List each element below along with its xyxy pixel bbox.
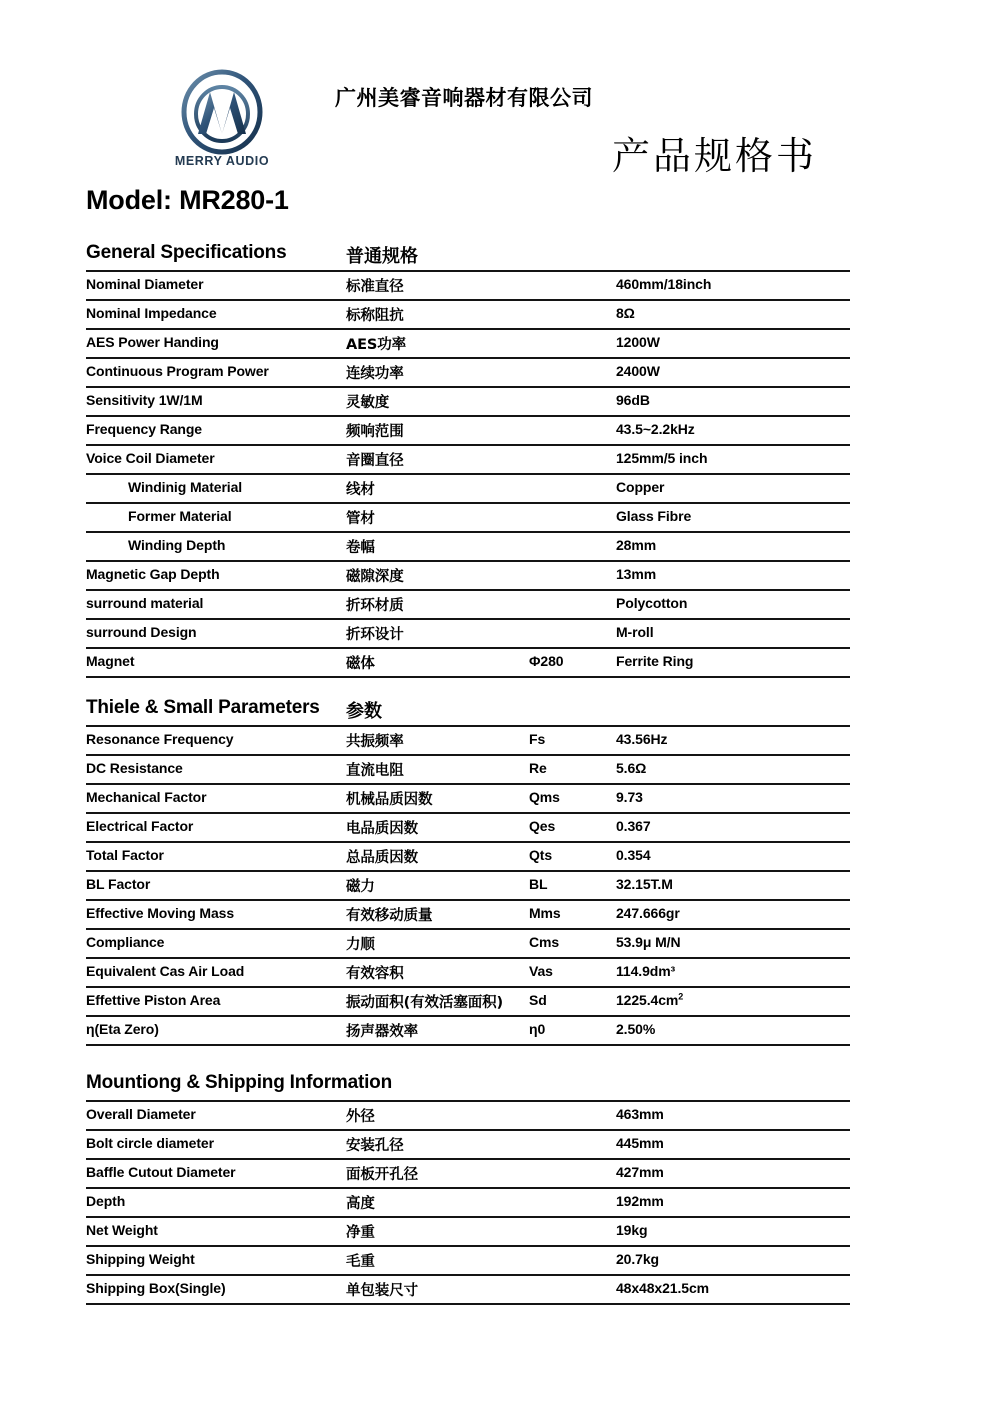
spec-label-cn: 标准直径 bbox=[346, 279, 404, 295]
spec-label-en: Nominal Diameter bbox=[86, 276, 204, 292]
spec-row bbox=[86, 1218, 850, 1247]
spec-label-en: Net Weight bbox=[86, 1222, 158, 1238]
section-heading-cn: 普通规格 bbox=[346, 246, 418, 267]
spec-symbol: Vas bbox=[529, 963, 553, 979]
spec-label-en: Continuous Program Power bbox=[86, 363, 269, 379]
spec-value: 5.6Ω bbox=[616, 760, 647, 776]
spec-value: 2.50% bbox=[616, 1021, 656, 1037]
spec-label-en: surround material bbox=[86, 595, 204, 611]
spec-label-en: Magnet bbox=[86, 653, 135, 669]
spec-label-cn: 净重 bbox=[346, 1225, 375, 1241]
spec-label-cn: 力顺 bbox=[346, 937, 375, 953]
spec-label-en: Effective Moving Mass bbox=[86, 905, 235, 921]
spec-value: Ferrite Ring bbox=[616, 653, 694, 669]
spec-value: 0.354 bbox=[616, 847, 651, 863]
spec-row bbox=[86, 533, 850, 562]
spec-value-text: 1225.4cm bbox=[616, 992, 679, 1008]
spec-row bbox=[86, 785, 850, 814]
spec-symbol: Qts bbox=[529, 847, 553, 863]
spec-label-en: Bolt circle diameter bbox=[86, 1135, 214, 1151]
spec-label-cn: 电品质因数 bbox=[346, 821, 418, 837]
spec-label-en: Compliance bbox=[86, 934, 165, 950]
spec-label-cn: 面板开孔径 bbox=[346, 1167, 418, 1183]
spec-row bbox=[86, 1189, 850, 1218]
spec-symbol: Sd bbox=[529, 992, 547, 1008]
spec-label-cn: 毛重 bbox=[346, 1254, 375, 1270]
spec-label-en: Winding Depth bbox=[128, 537, 226, 553]
logo-wordmark: MERRY AUDIO bbox=[174, 154, 270, 168]
spec-row bbox=[86, 872, 850, 901]
spec-symbol: Cms bbox=[529, 934, 560, 950]
spec-symbol: Fs bbox=[529, 731, 546, 747]
spec-label-en: Shipping Weight bbox=[86, 1251, 195, 1267]
logo-icon bbox=[168, 68, 276, 176]
spec-value: 13mm bbox=[616, 566, 657, 582]
section-thiele-small-parameters bbox=[86, 697, 850, 1046]
section-heading bbox=[86, 697, 850, 725]
spec-label-cn: 管材 bbox=[346, 511, 375, 527]
spec-symbol: Re bbox=[529, 760, 547, 776]
spec-row bbox=[86, 388, 850, 417]
spec-row bbox=[86, 446, 850, 475]
spec-label-en: Electrical Factor bbox=[86, 818, 194, 834]
section-heading bbox=[86, 1072, 850, 1100]
spec-value: 125mm/5 inch bbox=[616, 450, 708, 466]
spec-row bbox=[86, 475, 850, 504]
spec-label-cn: 高度 bbox=[346, 1196, 375, 1212]
spec-value: 427mm bbox=[616, 1164, 664, 1180]
spec-row bbox=[86, 504, 850, 533]
spec-row bbox=[86, 359, 850, 388]
spec-value: Copper bbox=[616, 479, 665, 495]
spec-value-superscript: 2 bbox=[678, 991, 684, 1002]
spec-label-cn: 共振频率 bbox=[346, 734, 404, 750]
spec-value: 445mm bbox=[616, 1135, 664, 1151]
spec-row bbox=[86, 988, 850, 1017]
spec-row bbox=[86, 272, 850, 301]
spec-symbol: Φ280 bbox=[529, 653, 564, 669]
section-heading-en: General Specifications bbox=[86, 242, 287, 263]
spec-label-cn: 频响范围 bbox=[346, 424, 404, 440]
spec-label-en: Resonance Frequency bbox=[86, 731, 234, 747]
spec-value: 247.666gr bbox=[616, 905, 680, 921]
spec-value: 28mm bbox=[616, 537, 657, 553]
spec-row bbox=[86, 562, 850, 591]
spec-value: 48x48x21.5cm bbox=[616, 1280, 709, 1296]
section-heading-cn: 参数 bbox=[346, 701, 382, 722]
spec-label-cn: 磁体 bbox=[346, 656, 375, 672]
section-general-specifications bbox=[86, 242, 850, 678]
company-name: 广州美睿音响器材有限公司 bbox=[335, 86, 593, 110]
spec-row bbox=[86, 727, 850, 756]
spec-label-en: Effettive Piston Area bbox=[86, 992, 221, 1008]
section-mounting-shipping-information bbox=[86, 1072, 850, 1305]
spec-row bbox=[86, 330, 850, 359]
spec-row bbox=[86, 814, 850, 843]
spec-label-en: Depth bbox=[86, 1193, 126, 1209]
spec-value bbox=[616, 992, 683, 1008]
spec-label-cn: 直流电阻 bbox=[346, 763, 404, 779]
spec-label-en: Mechanical Factor bbox=[86, 789, 207, 805]
spec-label-en: DC Resistance bbox=[86, 760, 183, 776]
spec-row bbox=[86, 1017, 850, 1046]
spec-value: 0.367 bbox=[616, 818, 651, 834]
spec-label-cn: 单包装尺寸 bbox=[346, 1283, 418, 1299]
spec-label-cn: 外径 bbox=[346, 1109, 375, 1125]
spec-value: 9.73 bbox=[616, 789, 643, 805]
spec-label-cn: 灵敏度 bbox=[346, 395, 390, 411]
spec-label-cn: 机械品质因数 bbox=[346, 792, 433, 808]
spec-symbol: Mms bbox=[529, 905, 561, 921]
spec-value: M-roll bbox=[616, 624, 654, 640]
section-heading-en: Thiele & Small Parameters bbox=[86, 697, 320, 718]
spec-label-en: Nominal Impedance bbox=[86, 305, 217, 321]
spec-label-cn: 总品质因数 bbox=[346, 850, 418, 866]
spec-value: 8Ω bbox=[616, 305, 635, 321]
spec-value: 460mm/18inch bbox=[616, 276, 712, 292]
spec-row bbox=[86, 1247, 850, 1276]
spec-value: 32.15T.M bbox=[616, 876, 673, 892]
spec-value: Polycotton bbox=[616, 595, 688, 611]
spec-label-cn: 磁隙深度 bbox=[346, 569, 404, 585]
spec-row bbox=[86, 301, 850, 330]
spec-value: 43.56Hz bbox=[616, 731, 668, 747]
spec-row bbox=[86, 959, 850, 988]
spec-label-en: Baffle Cutout Diameter bbox=[86, 1164, 236, 1180]
spec-value: 43.5~2.2kHz bbox=[616, 421, 695, 437]
spec-row bbox=[86, 649, 850, 678]
spec-row bbox=[86, 1131, 850, 1160]
spec-value: 96dB bbox=[616, 392, 650, 408]
spec-label-cn: 折环设计 bbox=[346, 627, 404, 643]
spec-row bbox=[86, 591, 850, 620]
spec-row bbox=[86, 843, 850, 872]
spec-label-en: Voice Coil Diameter bbox=[86, 450, 215, 466]
spec-value: 2400W bbox=[616, 363, 660, 379]
spec-value: 53.9μ M/N bbox=[616, 934, 681, 950]
spec-symbol: Qes bbox=[529, 818, 556, 834]
spec-label-en: Total Factor bbox=[86, 847, 164, 863]
spec-row bbox=[86, 901, 850, 930]
spec-label-cn: 有效移动质量 bbox=[346, 908, 433, 924]
spec-row bbox=[86, 417, 850, 446]
spec-value: 1200W bbox=[616, 334, 660, 350]
spec-label-cn: AES功率 bbox=[346, 337, 407, 353]
spec-symbol: η0 bbox=[529, 1021, 546, 1037]
spec-label-en: AES Power Handing bbox=[86, 334, 219, 350]
spec-value: 114.9dm³ bbox=[616, 963, 676, 979]
spec-label-en: Sensitivity 1W/1M bbox=[86, 392, 203, 408]
spec-symbol: Qms bbox=[529, 789, 560, 805]
spec-value: 19kg bbox=[616, 1222, 648, 1238]
spec-label-cn: 标称阻抗 bbox=[346, 308, 404, 324]
spec-label-en: Overall Diameter bbox=[86, 1106, 196, 1122]
spec-row bbox=[86, 1160, 850, 1189]
spec-label-cn: 折环材质 bbox=[346, 598, 404, 614]
document-title: 产品规格书 bbox=[612, 134, 818, 178]
model-label: Model: MR280-1 bbox=[86, 185, 289, 215]
section-heading-en: Mountiong & Shipping Information bbox=[86, 1072, 392, 1093]
document-header bbox=[0, 0, 1000, 215]
section-heading bbox=[86, 242, 850, 270]
spec-label-cn: 磁力 bbox=[346, 879, 375, 895]
spec-row bbox=[86, 1102, 850, 1131]
spec-value: 463mm bbox=[616, 1106, 664, 1122]
spec-label-cn: 连续功率 bbox=[346, 366, 404, 382]
spec-label-en: Former Material bbox=[128, 508, 232, 524]
spec-value: Glass Fibre bbox=[616, 508, 692, 524]
spec-row bbox=[86, 930, 850, 959]
spec-label-en: BL Factor bbox=[86, 876, 151, 892]
merry-audio-logo bbox=[168, 68, 276, 176]
spec-label-en: Equivalent Cas Air Load bbox=[86, 963, 245, 979]
spec-label-cn: 音圈直径 bbox=[346, 453, 404, 469]
spec-label-en: surround Design bbox=[86, 624, 197, 640]
spec-label-en: Frequency Range bbox=[86, 421, 202, 437]
spec-label-cn: 线材 bbox=[346, 482, 375, 498]
spec-row bbox=[86, 756, 850, 785]
spec-label-en: Magnetic Gap Depth bbox=[86, 566, 220, 582]
spec-label-cn: 卷幅 bbox=[346, 540, 375, 556]
spec-label-en: η(Eta Zero) bbox=[86, 1021, 159, 1037]
spec-row bbox=[86, 1276, 850, 1305]
spec-label-cn: 安装孔径 bbox=[346, 1138, 404, 1154]
spec-value: 20.7kg bbox=[616, 1251, 659, 1267]
spec-row bbox=[86, 620, 850, 649]
spec-symbol: BL bbox=[529, 876, 548, 892]
spec-label-cn: 振动面积(有效活塞面积) bbox=[346, 995, 504, 1011]
spec-label-cn: 有效容积 bbox=[346, 966, 404, 982]
spec-label-cn: 扬声器效率 bbox=[346, 1024, 418, 1040]
spec-value: 192mm bbox=[616, 1193, 664, 1209]
spec-label-en: Windinig Material bbox=[128, 479, 243, 495]
spec-label-en: Shipping Box(Single) bbox=[86, 1280, 226, 1296]
